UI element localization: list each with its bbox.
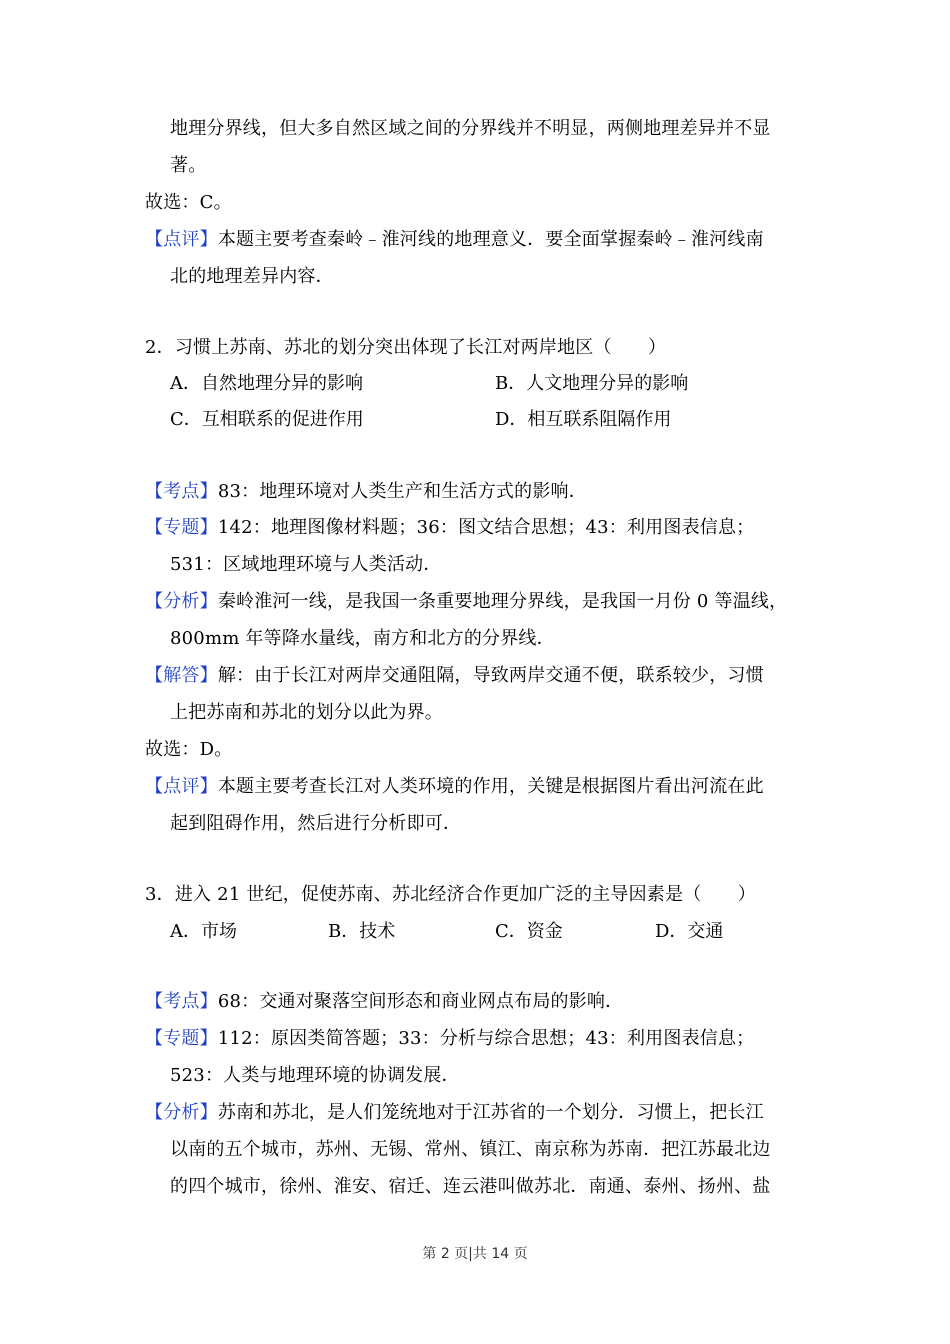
page-number-footer: 第 2 页|共 14 页 [422,1246,528,1262]
q2-option-a: A．自然地理分异的影响 [170,373,363,394]
fenxi-text: 苏南和苏北，是人们笼统地对于江苏省的一个划分．习惯上，把长江 [217,1102,764,1123]
fenxi-text: 秦岭淮河一线，是我国一条重要地理分界线，是我国一月份 0 等温线， [217,591,788,612]
jieda-tag: 【解答】 [145,665,218,686]
q2-zhuanti-cont: 531：区域地理环境与人类活动． [170,554,442,575]
q2-option-b: B．人文地理分异的影响 [495,373,689,394]
q2-fenxi [145,590,787,614]
q1-comment-cont: 北的地理差异内容． [170,266,334,287]
q2-comment [145,775,764,799]
q2-jieda [145,664,764,688]
q1-explanation-cont: 著。 [170,155,207,176]
q3-option-d: D．交通 [655,921,724,942]
comment-text: 本题主要考查秦岭﹣淮河线的地理意义．要全面掌握秦岭﹣淮河线南 [217,229,764,250]
q2-option-c: C．互相联系的促进作用 [170,409,364,430]
q3-option-a: A．市场 [170,921,237,942]
q3-fenxi-cont: 的四个城市，徐州、淮安、宿迁、连云港叫做苏北．南通、泰州、扬州、盐 [170,1176,771,1197]
zhuanti-text: 142：地理图像材料题；36：图文结合思想；43：利用图表信息； [217,517,755,538]
q2-fenxi-cont: 800mm 年等降水量线，南方和北方的分界线． [170,628,555,649]
q3-option-b: B．技术 [328,921,396,942]
kaodian-text: 83：地理环境对人类生产和生活方式的影响． [217,481,587,502]
jieda-text: 解：由于长江对两岸交通阻隔，导致两岸交通不便，联系较少，习惯 [217,665,764,686]
q2-answer: 故选：D。 [145,739,233,760]
q3-fenxi-cont: 以南的五个城市，苏州、无锡、常州、镇江、南京称为苏南．把江苏最北边 [170,1139,771,1160]
kaodian-tag: 【考点】 [145,991,218,1012]
q1-explanation-cont: 地理分界线，但大多自然区域之间的分界线并不明显，两侧地理差异并不显 [170,118,771,139]
q2-jieda-cont: 上把苏南和苏北的划分以此为界。 [170,702,443,723]
q3-kaodian [145,990,623,1014]
zhuanti-tag: 【专题】 [145,517,218,538]
zhuanti-text: 112：原因类简答题；33：分析与综合思想；43：利用图表信息； [217,1028,755,1049]
fenxi-tag: 【分析】 [145,1102,218,1123]
q1-comment [145,228,764,252]
q2-stem: 2．习惯上苏南、苏北的划分突出体现了长江对两岸地区（ ） [145,337,667,358]
q3-stem: 3．进入 21 世纪，促使苏南、苏北经济合作更加广泛的主导因素是（ ） [145,884,756,905]
q2-comment-cont: 起到阻碍作用，然后进行分析即可． [170,813,462,834]
fenxi-tag: 【分析】 [145,591,218,612]
q2-kaodian [145,480,587,504]
comment-tag: 【点评】 [145,776,218,797]
q3-zhuanti-cont: 523：人类与地理环境的协调发展． [170,1065,460,1086]
q3-fenxi [145,1101,764,1125]
kaodian-text: 68：交通对聚落空间形态和商业网点布局的影响． [217,991,624,1012]
q3-zhuanti [145,1027,754,1051]
zhuanti-tag: 【专题】 [145,1028,218,1049]
q1-answer: 故选：C。 [145,192,232,213]
q3-option-c: C．资金 [495,921,563,942]
q2-zhuanti [145,516,754,540]
kaodian-tag: 【考点】 [145,481,218,502]
q2-option-d: D．相互联系阻隔作用 [495,409,672,430]
comment-text: 本题主要考查长江对人类环境的作用，关键是根据图片看出河流在此 [217,776,764,797]
comment-tag: 【点评】 [145,229,218,250]
